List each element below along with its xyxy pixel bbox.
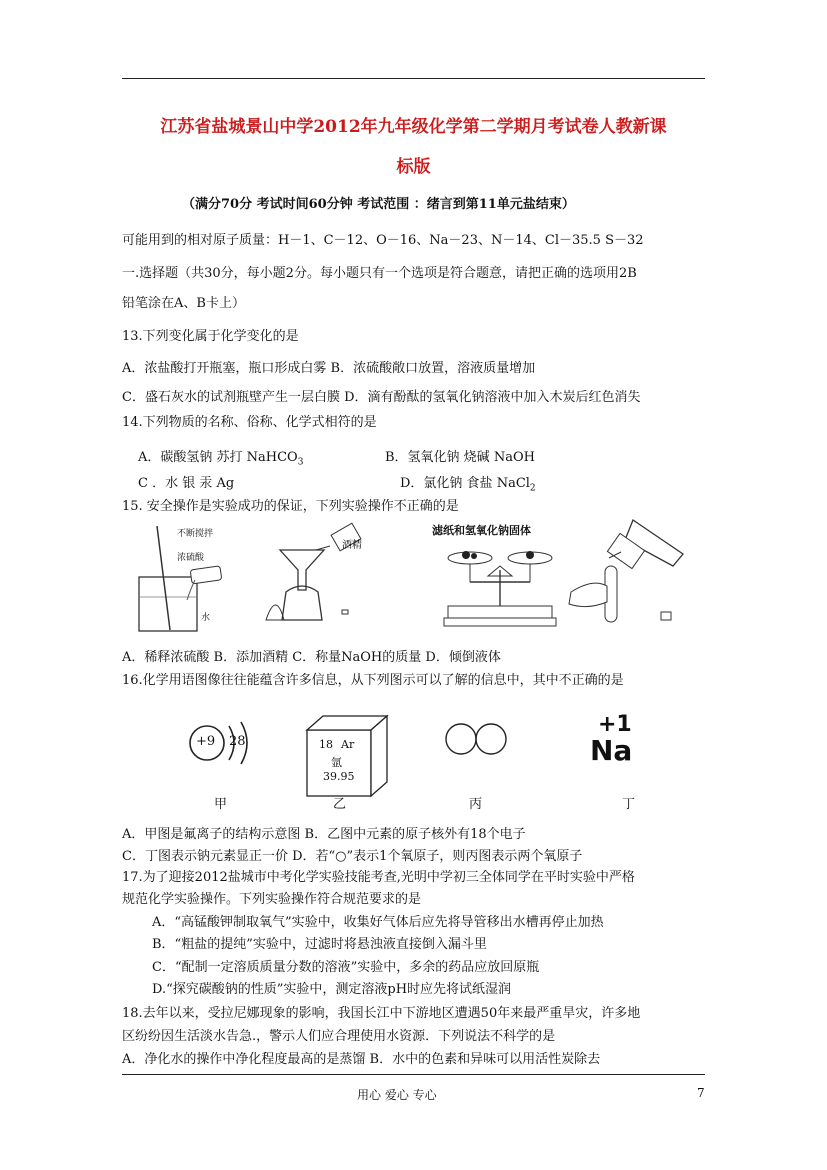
label-yi: 乙 bbox=[333, 797, 347, 812]
atomic-mass-line: 可能用到的相对原子质量：H－1、C－12、O－16、Na－23、N－14、Cl－35.5 S－32 bbox=[122, 233, 644, 248]
q13-options-ab: A．浓盐酸打开瓶塞，瓶口形成白雾 B．浓硫酸敞口放置，溶液质量增加 bbox=[122, 361, 536, 376]
q14-option-d: D．氯化钠 食盐 NaCl$_2$ bbox=[400, 476, 536, 494]
q15-options: A．稀释浓硫酸 B．添加酒精 C．称量NaOH的质量 D．倾倒液体 bbox=[122, 650, 501, 665]
q17-option-b: B．“粗盐的提纯”实验中，过滤时将悬浊液直接倒入漏斗里 bbox=[152, 937, 487, 952]
alcohol-lamp-figure bbox=[262, 520, 377, 632]
alcohol-label: 酒精 bbox=[342, 540, 362, 551]
q14-option-b: B．氢氧化钠 烧碱 NaOH bbox=[385, 450, 535, 465]
section-heading-cont: 铅笔涂在A、B卡上） bbox=[122, 296, 245, 311]
acid-label: 浓硫酸 bbox=[177, 553, 205, 563]
fluorine-ion-diagram bbox=[185, 718, 265, 768]
nucleus-charge: +9 bbox=[196, 734, 216, 749]
q14-option-c: C ．水 银 汞 Ag bbox=[138, 476, 235, 491]
q18-options-ab: A．净化水的操作中净化程度最高的是蒸馏 B．水中的色素和异味可以用活性炭除去 bbox=[122, 1052, 601, 1067]
q14-stem: 14.下列物质的名称、俗称、化学式相符的是 bbox=[122, 415, 377, 430]
dilute-acid-figure bbox=[125, 522, 235, 634]
section-heading: 一.选择题（共30分，每小题2分。每小题只有一个选项是符合题意，请把正确的选项用2B bbox=[122, 266, 637, 281]
page-title: 江苏省盐城景山中学2012年九年级化学第二学期月考试卷人教新课 bbox=[160, 117, 667, 137]
two-oxygen-atoms bbox=[443, 722, 513, 756]
q16-stem: 16.化学用语图像往往能蕴含许多信息，从下列图示可以了解的信息中，其中不正确的是 bbox=[122, 673, 624, 688]
q16-options-ab: A．甲图是氟离子的结构示意图 B．乙图中元素的原子核外有18个电子 bbox=[122, 827, 526, 842]
q15-stem: 15. 安全操作是实验成功的保证，下列实验操作不正确的是 bbox=[122, 499, 459, 514]
q18-stem-cont: 区纷纷因生活淡水告急.，警示人们应合理使用水资源．下列说法不科学的是 bbox=[122, 1029, 556, 1044]
label-bing: 丙 bbox=[469, 797, 483, 812]
water-label: 水 bbox=[201, 613, 211, 623]
subtitle: （满分70分 考试时间60分钟 考试范围 ：绪言到第11单元盐结束） bbox=[182, 197, 575, 212]
label-jia: 甲 bbox=[214, 797, 228, 812]
label-ding: 丁 bbox=[622, 797, 636, 812]
q17-stem: 17.为了迎接2012盐城市中考化学实验技能考查,光明中学初三全体同学在平时实验中严格 bbox=[122, 870, 635, 885]
element-symbol: Ar bbox=[341, 738, 355, 751]
page-number: 7 bbox=[697, 1086, 705, 1100]
header-rule bbox=[122, 78, 705, 79]
q17-option-c: C．“配制一定溶质质量分数的溶液”实验中，多余的药品应放回原瓶 bbox=[152, 960, 540, 975]
q13-options-cd: C．盛石灰水的试剂瓶壁产生一层白膜 D．滴有酚酞的氢氧化钠溶液中加入木炭后红色消失 bbox=[122, 390, 641, 405]
q17-option-d: D.“探究碳酸钠的性质”实验中，测定溶液pH时应先将试纸湿润 bbox=[152, 982, 512, 997]
balance-label: 滤纸和氢氧化钠固体 bbox=[432, 524, 531, 537]
atomic-mass: 39.95 bbox=[323, 770, 355, 783]
sodium-charge: +1 bbox=[598, 712, 632, 737]
q14-option-a: A．碳酸氢钠 苏打 NaHCO$_3$ bbox=[138, 450, 304, 468]
stir-label: 不断搅拌 bbox=[177, 529, 214, 539]
pour-liquid-figure bbox=[563, 514, 693, 632]
balance-figure bbox=[430, 520, 560, 632]
q17-option-a: A．“高锰酸钾制取氧气”实验中，收集好气体后应先将导管移出水槽再停止加热 bbox=[152, 915, 604, 930]
q17-stem-cont: 规范化学实验操作。下列实验操作符合规范要求的是 bbox=[122, 892, 422, 907]
argon-element-card bbox=[305, 714, 390, 799]
page-title-cont: 标版 bbox=[396, 157, 431, 177]
footer-motto: 用心 爱心 专心 bbox=[357, 1088, 437, 1102]
sodium-symbol: Na bbox=[590, 734, 633, 767]
footer-rule bbox=[122, 1074, 705, 1075]
q18-stem: 18.去年以来，受拉尼娜现象的影响，我国长江中下游地区遭遇50年来最严重旱灾，许多地 bbox=[122, 1006, 641, 1021]
q13-stem: 13.下列变化属于化学变化的是 bbox=[122, 329, 299, 344]
atomic-number: 18 bbox=[319, 738, 333, 751]
element-name: 氩 bbox=[331, 756, 342, 769]
shell-electrons: 28 bbox=[229, 734, 246, 749]
q16-options-cd: C．丁图表示钠元素显正一价 D．若“○”表示1个氧原子，则丙图表示两个氧原子 bbox=[122, 849, 583, 864]
